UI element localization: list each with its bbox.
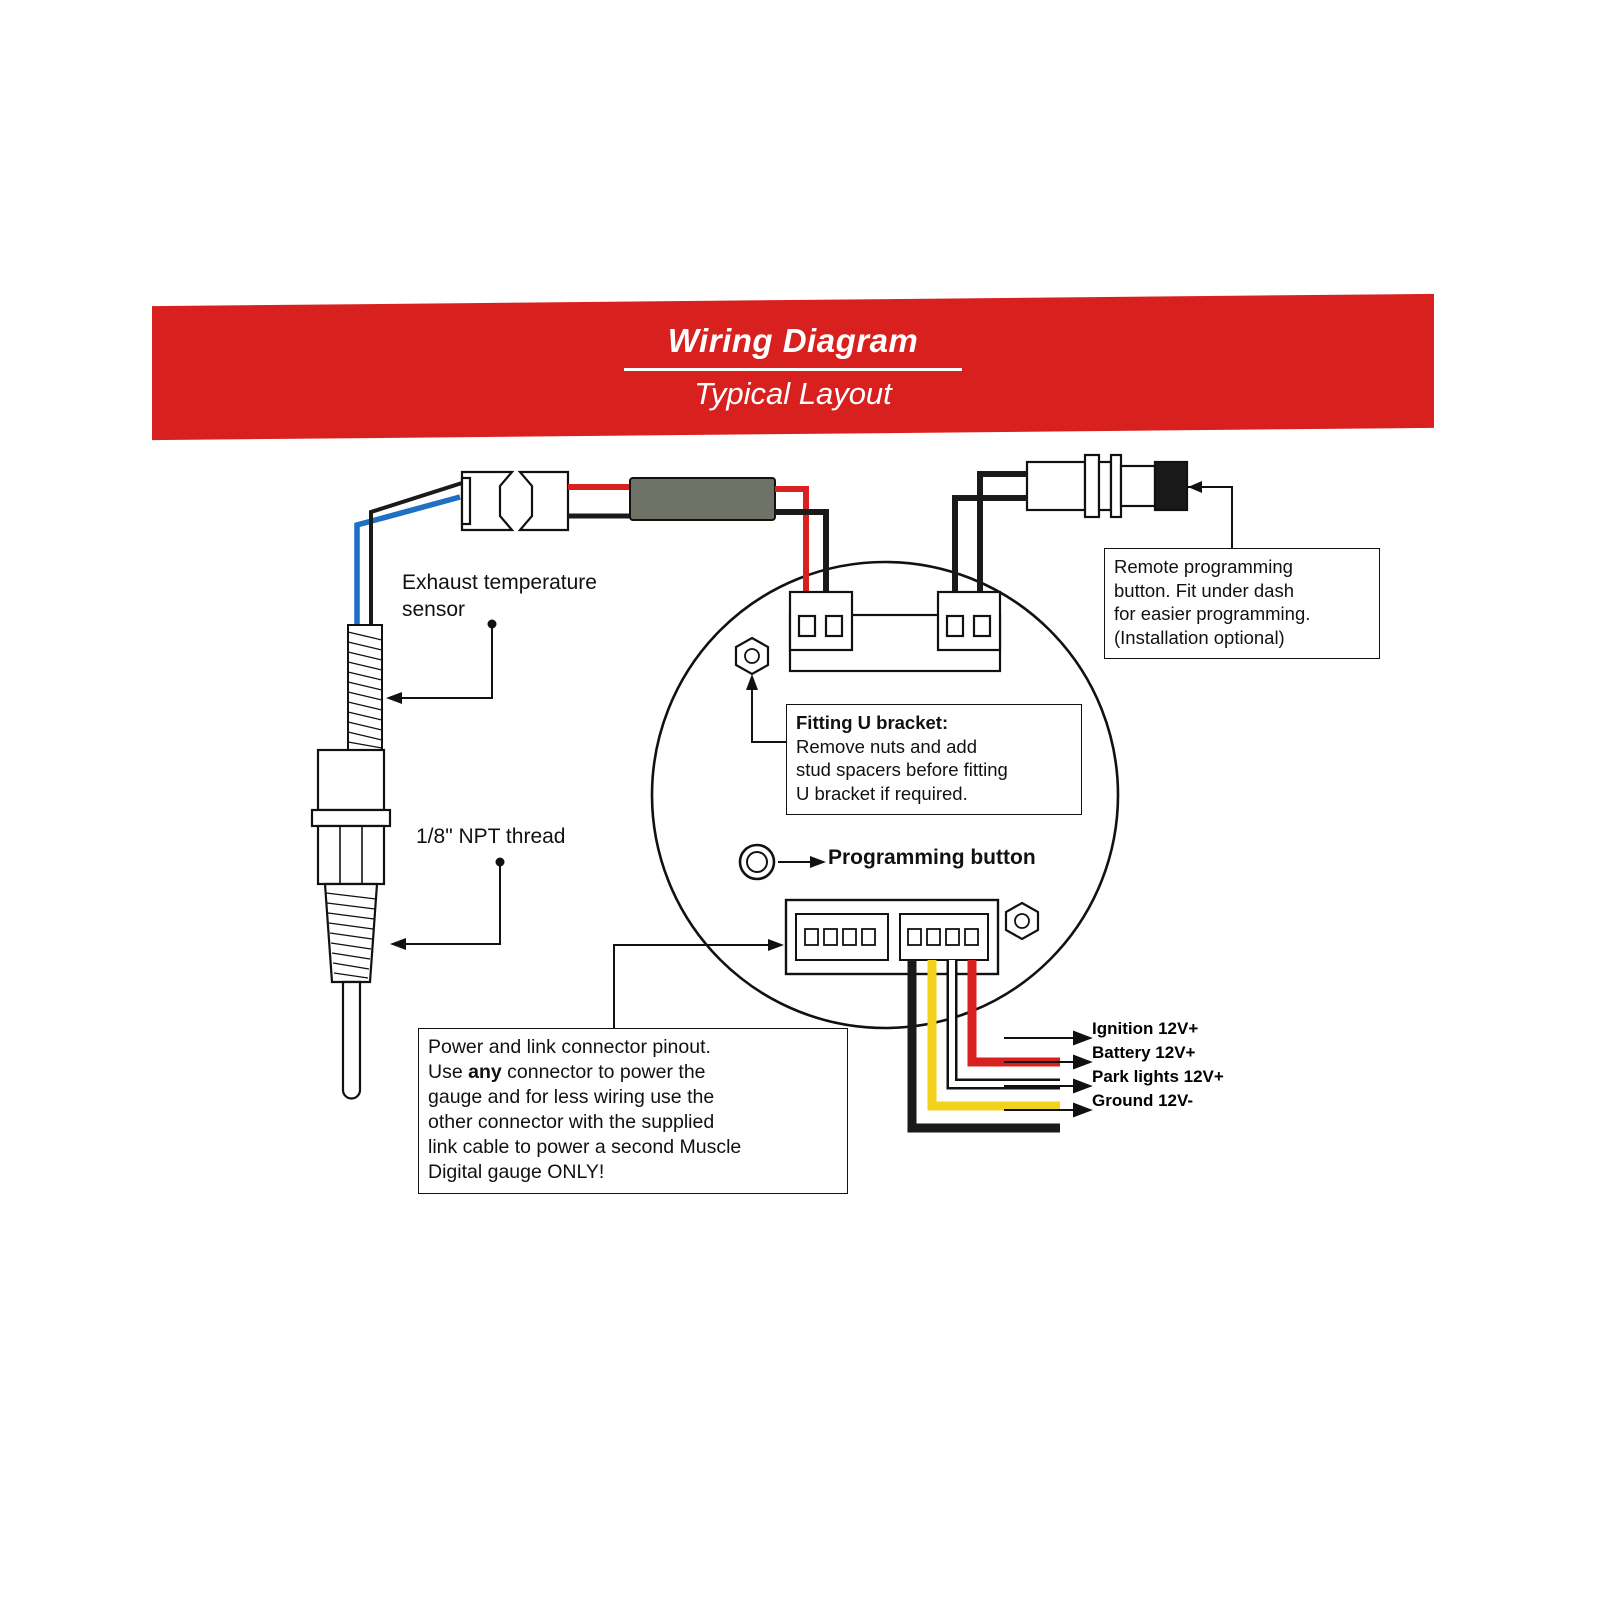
stud-nut-upper-inner bbox=[745, 649, 759, 663]
pinout-note bbox=[418, 1028, 848, 1194]
probe-tip bbox=[343, 982, 360, 1099]
pinout-note-emphasis: any bbox=[468, 1060, 502, 1083]
wire-legend bbox=[1092, 1020, 1224, 1116]
programming-button-label: Programming button bbox=[828, 846, 1036, 869]
u-bracket-note bbox=[786, 704, 1082, 815]
remote-callout-leader bbox=[1188, 487, 1232, 556]
u-bracket-note-line-1: Remove nuts and add bbox=[796, 735, 978, 757]
remote-note-line-3: for easier programming. bbox=[1114, 603, 1311, 625]
pinout-note-line-4: other connector with the supplied bbox=[428, 1110, 715, 1133]
npt-thread-label: 1/8" NPT thread bbox=[416, 825, 566, 848]
inline-module bbox=[630, 478, 775, 520]
pinout-note-line-2 bbox=[428, 1060, 838, 1085]
remote-button-assembly bbox=[1027, 455, 1187, 517]
exhaust-callout-leader bbox=[398, 628, 492, 698]
page-subtitle: Typical Layout bbox=[694, 376, 892, 411]
pinout-note-line-2c: connector to power the bbox=[501, 1060, 706, 1083]
u-bracket-note-line-2: stud spacers before fitting bbox=[796, 759, 1008, 781]
probe-hex-nut bbox=[318, 826, 384, 884]
remote-callout-arrow bbox=[1188, 481, 1202, 493]
sensor-connector-female bbox=[520, 472, 568, 530]
wire-legend-item-battery: Battery 12V+ bbox=[1092, 1043, 1196, 1062]
pinout-note-line-5: link cable to power a second Muscle bbox=[428, 1135, 742, 1158]
u-bracket-note-heading: Fitting U bracket: bbox=[796, 712, 949, 733]
remote-note-line-4: (Installation optional) bbox=[1114, 627, 1285, 649]
remote-programming-note bbox=[1104, 548, 1380, 659]
wire-legend-item-park-lights: Park lights 12V+ bbox=[1092, 1067, 1224, 1086]
pinout-note-line-3: gauge and for less wiring use the bbox=[428, 1085, 715, 1108]
stud-nut-lower-inner bbox=[1015, 914, 1029, 928]
npt-callout-dot bbox=[496, 858, 505, 867]
connector-remote-plug bbox=[938, 592, 1000, 650]
remote-note-line-2: button. Fit under dash bbox=[1114, 579, 1294, 601]
wire-legend-item-ground: Ground 12V- bbox=[1092, 1091, 1194, 1110]
remote-note-line-1: Remote programming bbox=[1114, 556, 1293, 577]
npt-callout-arrow bbox=[390, 938, 406, 950]
pinout-note-line-1: Power and link connector pinout. bbox=[428, 1036, 711, 1058]
pinout-note-line-6: Digital gauge ONLY! bbox=[428, 1160, 605, 1183]
remote-button-wire-black-1 bbox=[980, 474, 1027, 592]
page-title: Wiring Diagram bbox=[667, 322, 919, 359]
npt-callout-leader bbox=[402, 866, 500, 944]
u-bracket-note-line-3: U bracket if required. bbox=[796, 783, 968, 805]
wire-legend-item-ignition: Ignition 12V+ bbox=[1092, 1019, 1199, 1038]
sensor-connector-male bbox=[462, 472, 512, 530]
exhaust-sensor-label: Exhaust temperature sensor bbox=[402, 571, 597, 621]
probe-upper-body bbox=[318, 750, 384, 810]
pinout-note-line-2a: Use bbox=[428, 1060, 469, 1083]
connector-sensor-plug bbox=[790, 592, 852, 650]
exhaust-callout-arrow bbox=[386, 692, 402, 704]
probe-collar bbox=[312, 810, 390, 826]
programming-button-inner bbox=[747, 852, 767, 872]
